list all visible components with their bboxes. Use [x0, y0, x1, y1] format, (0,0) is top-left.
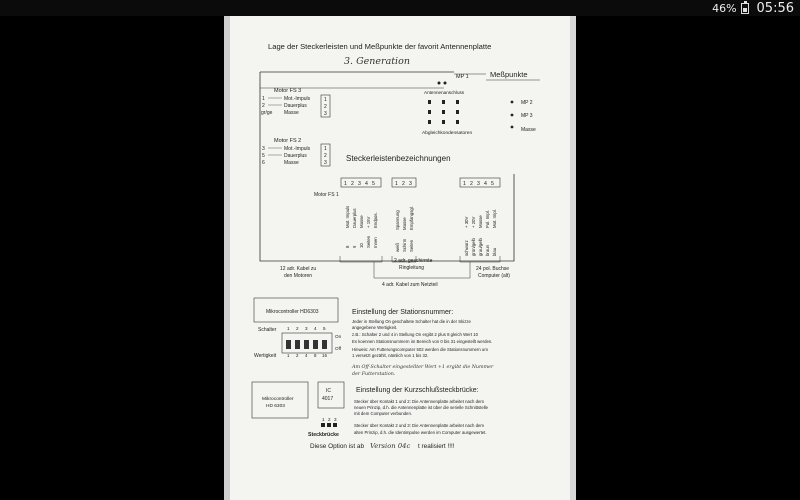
stationsnummer-note-2: der Futterstation.	[352, 372, 396, 377]
connector-a-wire: 10	[359, 243, 364, 248]
stationsnummer-line: Jeder in Stellung On geschaltete Schalter hat die in der Skizze	[352, 319, 471, 324]
schalter-num: 4	[314, 326, 317, 331]
schalter-label: Schalter	[258, 327, 277, 333]
doc-title: Lage der Steckerleisten und Meßpunkte der favorit Antennenplatte	[268, 42, 492, 51]
antenna-terminal	[444, 82, 447, 85]
motor-fs3-wire-1: 1	[262, 96, 265, 102]
connector-b-pin: 2	[402, 181, 405, 187]
page-right-edge	[570, 16, 576, 500]
steckbruecke-num: 3	[334, 417, 337, 422]
document-diagram	[224, 16, 576, 500]
connector-a-label: Masse	[359, 215, 364, 228]
connector-a-pin: 3	[358, 181, 361, 187]
connector-a-wire: Seiten	[366, 235, 371, 248]
steckerleisten-title: Steckerleistenbezeichnungen	[346, 154, 451, 163]
motor-fs3-label-3: Masse	[284, 110, 299, 116]
motor-fs2-pin-3: 3	[324, 160, 327, 166]
stationsnummer-line: z.B.: Schalter 2 und 4 in Stellung On ergibt 2 plus 8 gleich Wert 10	[352, 332, 479, 337]
wertigkeit-value: 16	[322, 353, 327, 358]
connector-c-pin: 1	[463, 181, 466, 187]
connector-a-label: Mot. Impuls	[345, 205, 350, 228]
connector-c-pin: 5	[491, 181, 494, 187]
mp1-label: MP 1	[456, 74, 469, 80]
connector-b-label: Masse	[402, 217, 407, 230]
motor-fs3-pin-2: 2	[324, 104, 327, 110]
connector-c-label: Masse	[478, 215, 483, 228]
motor-fs2-wire-3: 6	[262, 160, 265, 166]
connector-b-pin: 3	[409, 181, 412, 187]
motor-fs2-label-1: Mot.-Impuls	[284, 146, 311, 152]
kabel-2-label-1: 2 adr. geschirmte	[394, 258, 433, 264]
motor-fs2-pin-1: 1	[324, 146, 327, 152]
motor-fs1-label: Motor FS 1	[314, 192, 339, 198]
connector-c-wire: braun	[485, 245, 490, 256]
battery-icon	[741, 3, 749, 14]
mp2-label: MP 2	[521, 100, 533, 106]
mikrocontroller-2-label-1: Mikrocontroller	[262, 397, 294, 402]
kurzschluss-line: Stecker über Kontakt 1 und 2: Die Antennenplatte arbeitet nach dem	[354, 399, 484, 404]
motor-fs3-title: Motor FS 3	[274, 88, 302, 94]
stationsnummer-text	[352, 319, 492, 358]
document-page	[224, 16, 576, 500]
messpunkte-label: Meßpunkte	[490, 70, 528, 79]
connector-c-label: + 20V	[471, 216, 476, 228]
connector-a-label: Endpos.	[373, 212, 378, 228]
connector-c-pin: 4	[484, 181, 487, 187]
connector-b-label: Spannung	[395, 210, 400, 230]
connector-c-pin: 3	[477, 181, 480, 187]
antenna-terminal	[438, 82, 441, 85]
mp2-point	[511, 101, 514, 104]
stationsnummer-title: Einstellung der Stationsnummer:	[352, 309, 454, 316]
ic-label-1: IC	[326, 388, 331, 394]
footer-suffix: t realisiert !!!!	[418, 443, 455, 450]
connector-c-label: Mot. Impl.	[492, 209, 497, 228]
antennenanschluss-label: Antennenanschluss	[424, 90, 465, 95]
connector-c-pin: 2	[470, 181, 473, 187]
wertigkeit-label: Wertigkeit	[254, 353, 277, 359]
motor-fs3-label-1: Mot.-Impuls	[284, 96, 311, 102]
connector-a-wire: 8	[345, 245, 350, 248]
connector-c-label: Pol. Impl.	[485, 210, 490, 228]
wertigkeit-value: 4	[305, 353, 308, 358]
steckbruecke-num: 2	[328, 417, 331, 422]
clock-time: 05:56	[756, 0, 794, 16]
mikrocontroller-2-label-2: HD 6303	[266, 404, 285, 409]
stationsnummer-line: Hinweis: Am Futterungscomputer 502 werden die Stationsnummern um	[352, 347, 488, 352]
connector-a-wire: Innen	[373, 237, 378, 248]
doc-subtitle: 3. Generation	[344, 56, 410, 67]
stationsnummer-line: angegebene Wertigkeit.	[352, 325, 398, 330]
steckbruecke-num: 1	[322, 417, 325, 422]
kabel-12-label-2: den Motoren	[284, 273, 313, 279]
connector-a-pins	[344, 181, 375, 187]
motor-fs2-label-3: Masse	[284, 160, 299, 166]
connector-b-wire: Seiten	[409, 239, 414, 252]
steckbruecke-label: Steckbrücke	[308, 432, 339, 438]
stationsnummer-line: 1 versetzt gezählt, nämlich von 1 bis 32.	[352, 353, 429, 358]
mp3-point	[511, 114, 514, 117]
footer-prefix: Diese Option ist ab	[310, 443, 364, 450]
motor-fs2-wire-2: 5	[262, 153, 265, 159]
connector-a-pin: 5	[372, 181, 375, 187]
ic-4017-box	[318, 382, 344, 408]
buchse-24-label-2: Computer (alt)	[478, 273, 510, 279]
schalter-num: 1	[287, 326, 290, 331]
status-bar-right	[712, 0, 794, 16]
connector-a-labels	[345, 206, 378, 248]
kurzschluss-line: alten Prinzip, d.h. die Identimpulse werden im Computer ausgewertet.	[354, 430, 487, 435]
page-left-edge	[224, 16, 230, 500]
kurzschluss-line: mit dem Computer verbunden.	[354, 411, 413, 416]
connector-c-label: + 30V	[464, 216, 469, 228]
schalter-num: 5	[323, 326, 326, 331]
connector-c-wire: grau/gelb	[478, 238, 483, 256]
footer-version: Version 04c	[370, 442, 411, 450]
connector-c-wire: schwarz	[464, 240, 469, 256]
connector-b-wire: Schirm	[402, 238, 407, 252]
connector-a-label: Dauerplus	[352, 208, 357, 228]
kurzschluss-line: Stecker über Kontakt 2 und 3: Die Antennenplatte arbeitet nach dem	[354, 423, 484, 428]
kurzschluss-title: Einstellung der Kurzschlußsteckbrücke:	[356, 387, 479, 394]
ic-label-2: 4017	[322, 396, 334, 402]
connector-a-wire: 9	[352, 245, 357, 248]
kabel-2-label-2: Ringleitung	[399, 265, 425, 271]
motor-fs3-pin-3: 3	[324, 111, 327, 117]
mp3-label: MP 3	[521, 113, 533, 119]
motor-fs2-pin-2: 2	[324, 153, 327, 159]
abgleich-capacitors	[428, 100, 459, 124]
connector-c	[460, 178, 500, 187]
kabel-12-label-1: 12 adr. Kabel zu	[280, 266, 317, 272]
mikrocontroller-1-label: Mikrocontroller HD6303	[266, 309, 319, 315]
abgleichkondensatoren-label: Abgleichkondensatoren	[422, 131, 473, 136]
motor-fs2-label-2: Dauerplus	[284, 153, 307, 159]
connector-a-pin: 1	[344, 181, 347, 187]
connector-b-wire: weiß	[395, 242, 400, 252]
status-bar	[0, 0, 800, 16]
wertigkeit-value: 1	[287, 353, 290, 358]
connector-a-label: + 15V	[366, 216, 371, 228]
buchse-24-label-1: 24 pol. Buchse	[476, 266, 510, 272]
masse-label: Masse	[521, 127, 536, 133]
motor-fs3-label-2: Dauerplus	[284, 103, 307, 109]
wertigkeit-value: 8	[314, 353, 317, 358]
connector-b-pin: 1	[395, 181, 398, 187]
schalter-num: 2	[296, 326, 299, 331]
connector-a-pin: 2	[351, 181, 354, 187]
motor-fs2-title: Motor FS 2	[274, 138, 302, 144]
switch-off-label: Off	[335, 346, 342, 351]
stationsnummer-note-1: Am Off-Schalter eingestellter Wert +1 ergibt die Nummer	[352, 365, 494, 370]
connector-c-wire: grün/gelb	[471, 238, 476, 256]
kabel-4-label: 4 adr. Kabel zum Netzteil	[382, 282, 438, 288]
connector-b-label: Empfangsgl.	[409, 206, 414, 230]
motor-fs3-wire-3: gr/ge	[261, 110, 273, 116]
steckbruecke-pins	[321, 423, 337, 427]
connector-a-pin: 4	[365, 181, 368, 187]
wertigkeit-value: 2	[296, 353, 299, 358]
schalter-num: 3	[305, 326, 308, 331]
connector-c-wire: blau	[492, 247, 497, 256]
dip-switch-levers	[286, 340, 327, 349]
masse-point	[511, 126, 514, 129]
stationsnummer-line: Es koennen Stationsnummern im Bereich von 0 bis 31 eingestellt werden.	[352, 339, 493, 344]
switch-on-label: On	[335, 334, 342, 339]
motor-fs2-wire-1: 3	[262, 146, 265, 152]
connector-a	[341, 178, 381, 187]
kurzschluss-line: neuen Prinzip, d.h. die Antennenplatte ist über die serielle Schnittstelle	[354, 405, 489, 410]
battery-percentage: 46%	[712, 1, 737, 15]
motor-fs3-pin-1: 1	[324, 97, 327, 103]
motor-fs3-wire-2: 2	[262, 103, 265, 109]
